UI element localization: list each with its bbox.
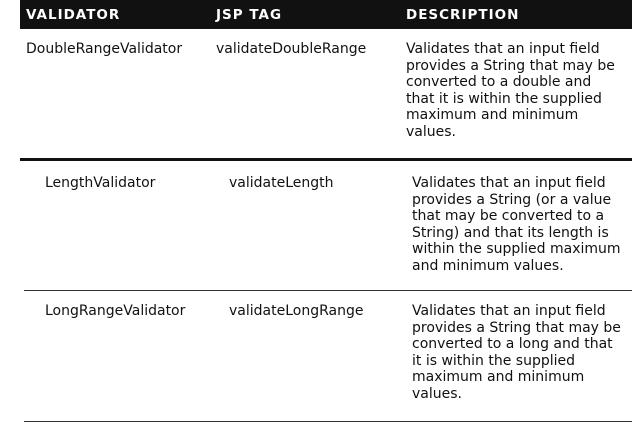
- validators-table: [20, 0, 632, 402]
- description: Validates that an input field provides a String that may be converted to a double and that it is within the supplied maximum and minimum values.: [406, 41, 615, 140]
- header-description: DESCRIPTION: [406, 7, 520, 23]
- jsp-tag: validateLength: [229, 175, 334, 191]
- validator-name: LongRangeValidator: [45, 303, 186, 319]
- validator-name: LengthValidator: [45, 175, 156, 191]
- validator-name: DoubleRangeValidator: [26, 41, 183, 57]
- description: Validates that an input field provides a String (or a value that may be converted to a String) and that its length is within the supplied maximum and minimum values.: [412, 175, 621, 274]
- header-validator: VALIDATOR: [26, 7, 121, 23]
- description: Validates that an input field provides a String that may be converted to a long and that it is within the supplied maximum and minimum values.: [412, 303, 621, 402]
- table-row: [20, 291, 632, 421]
- row-divider: [24, 421, 632, 422]
- header-jsp-tag: JSP TAG: [216, 7, 283, 23]
- table-row: [20, 161, 632, 291]
- jsp-tag: validateDoubleRange: [216, 41, 367, 57]
- table-header: [20, 0, 632, 29]
- table-row: [20, 29, 632, 159]
- jsp-tag: validateLongRange: [229, 303, 364, 319]
